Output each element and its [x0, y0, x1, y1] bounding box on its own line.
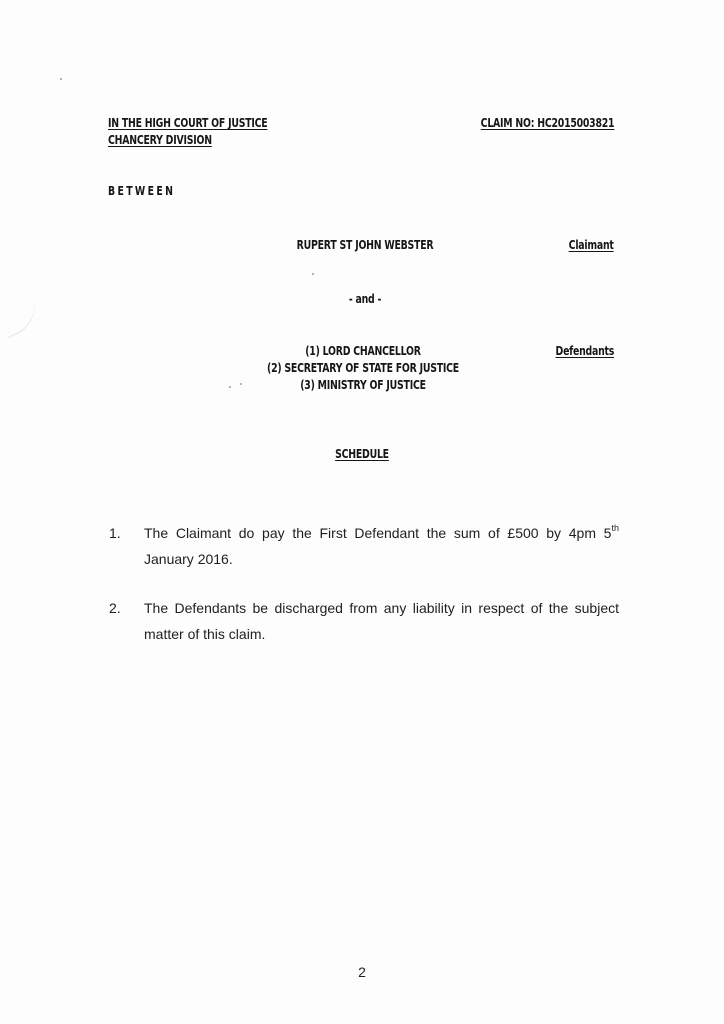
item-text: The Claimant do pay the First Defendant the sum of £500 by 4pm 5th January 2016. — [144, 523, 619, 567]
scan-speck — [60, 78, 62, 80]
court-division: CHANCERY DIVISION — [108, 133, 212, 147]
ordinal-suffix: th — [611, 523, 619, 533]
court-name: IN THE HIGH COURT OF JUSTICE — [108, 116, 268, 130]
item-number: 1. — [109, 525, 121, 541]
schedule-item — [109, 520, 619, 572]
between-label: BETWEEN — [108, 184, 176, 198]
and-separator: - and - — [348, 292, 382, 306]
scan-speck — [229, 386, 231, 388]
defendant-name: (3) MINISTRY OF JUSTICE — [300, 378, 426, 392]
item-text: The Defendants be discharged from any liability in respect of the subject matter of this claim. — [144, 600, 619, 642]
defendants-role: Defendants — [555, 344, 614, 358]
claimant-role: Claimant — [569, 238, 614, 252]
scan-artifact — [0, 293, 45, 338]
claim-number: CLAIM NO: HC2015003821 — [480, 116, 614, 130]
defendant-name: (2) SECRETARY OF STATE FOR JUSTICE — [267, 361, 459, 375]
page-number: 2 — [358, 964, 366, 980]
claimant-name: RUPERT ST JOHN WEBSTER — [296, 238, 434, 252]
schedule-heading: SCHEDULE — [335, 447, 389, 461]
defendant-name: (1) LORD CHANCELLOR — [305, 344, 421, 358]
item-number: 2. — [109, 600, 121, 616]
scan-speck — [240, 383, 242, 385]
schedule-item — [109, 595, 619, 647]
scan-speck — [312, 273, 314, 275]
